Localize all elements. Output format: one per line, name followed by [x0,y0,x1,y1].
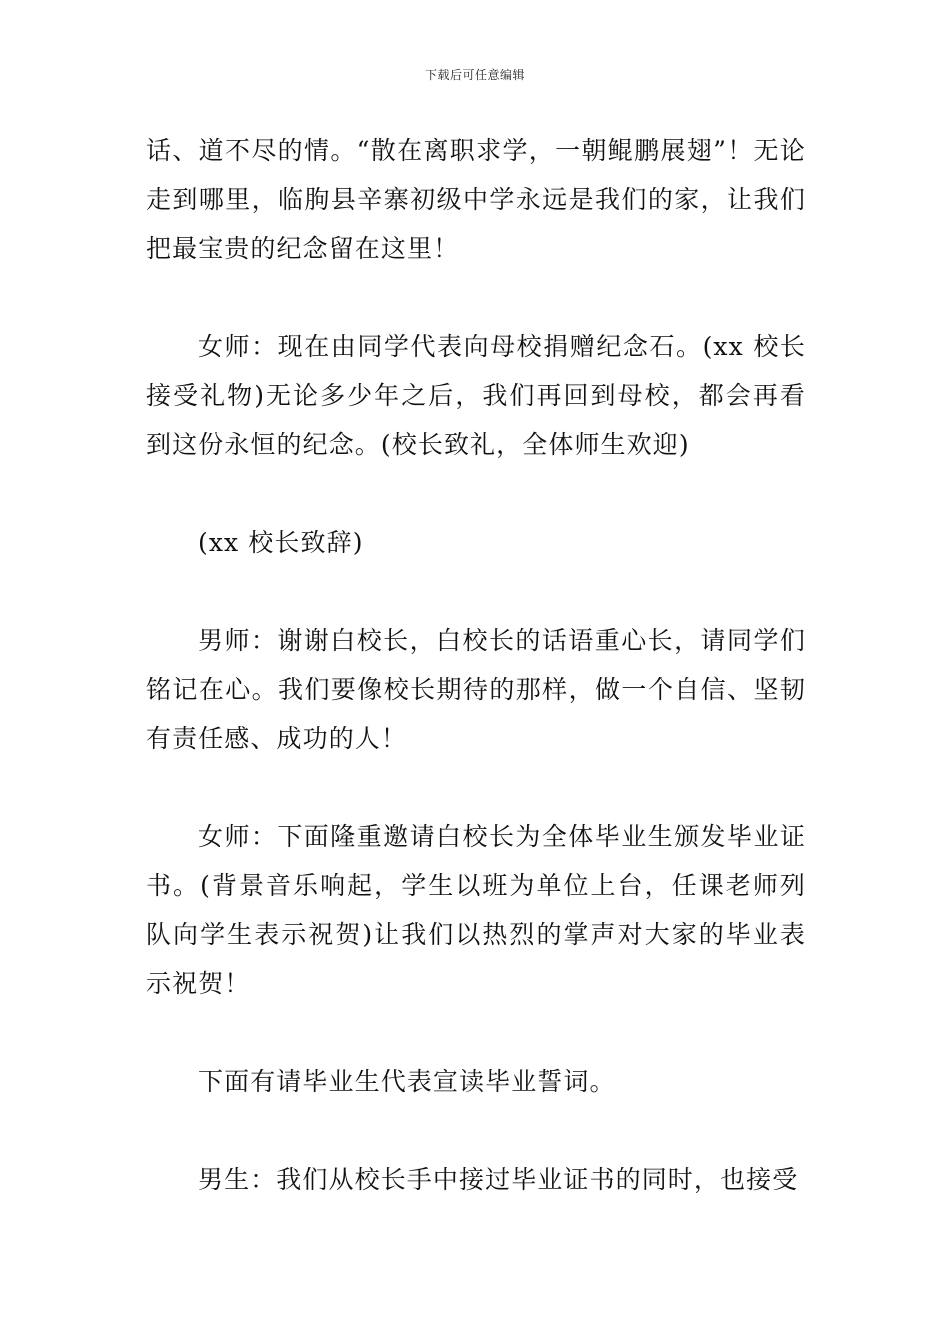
paragraph-gap [146,469,806,518]
paragraph-female-teacher-certificates: 女师：下面隆重邀请白校长为全体毕业生颁发毕业证书。(背景音乐响起，学生以班为单位上台，任课老师列队向学生表示祝贺)让我们以热烈的掌声对大家的毕业表示祝贺！ [146,822,806,998]
document-body [146,126,806,1204]
paragraph-male-teacher-thanks: 男师：谢谢白校长，白校长的话语重心长，请同学们铭记在心。我们要像校长期待的那样，做一个自信、坚韧有责任感、成功的人！ [146,626,806,753]
paragraph-graduate-oath-intro: 下面有请毕业生代表宣读毕业誓词。 [198,1067,616,1096]
page-header: 下载后可任意编辑 [424,68,525,82]
paragraph-female-teacher-stone: 女师：现在由同学代表向母校捐赠纪念石。(xx 校长接受礼物)无论多少年之后，我们再回到母校，都会再看到这份永恒的纪念。(校长致礼，全体师生欢迎) [146,332,806,459]
paragraph-gap [146,763,806,812]
paragraph-principal-speech: (xx 校长致辞) [198,528,364,557]
paragraph-gap [146,273,806,322]
paragraph-continuation: 话、道不尽的情。“散在离职求学，一朝鲲鹏展翅”！无论走到哪里，临朐县辛寨初级中学永远是我们的家，让我们把最宝贵的纪念留在这里！ [146,136,806,263]
paragraph-gap [146,1106,806,1155]
paragraph-gap [146,1008,806,1057]
paragraph-male-student: 男生：我们从校长手中接过毕业证书的同时，也接受 [198,1165,799,1194]
paragraph-gap [146,567,806,616]
